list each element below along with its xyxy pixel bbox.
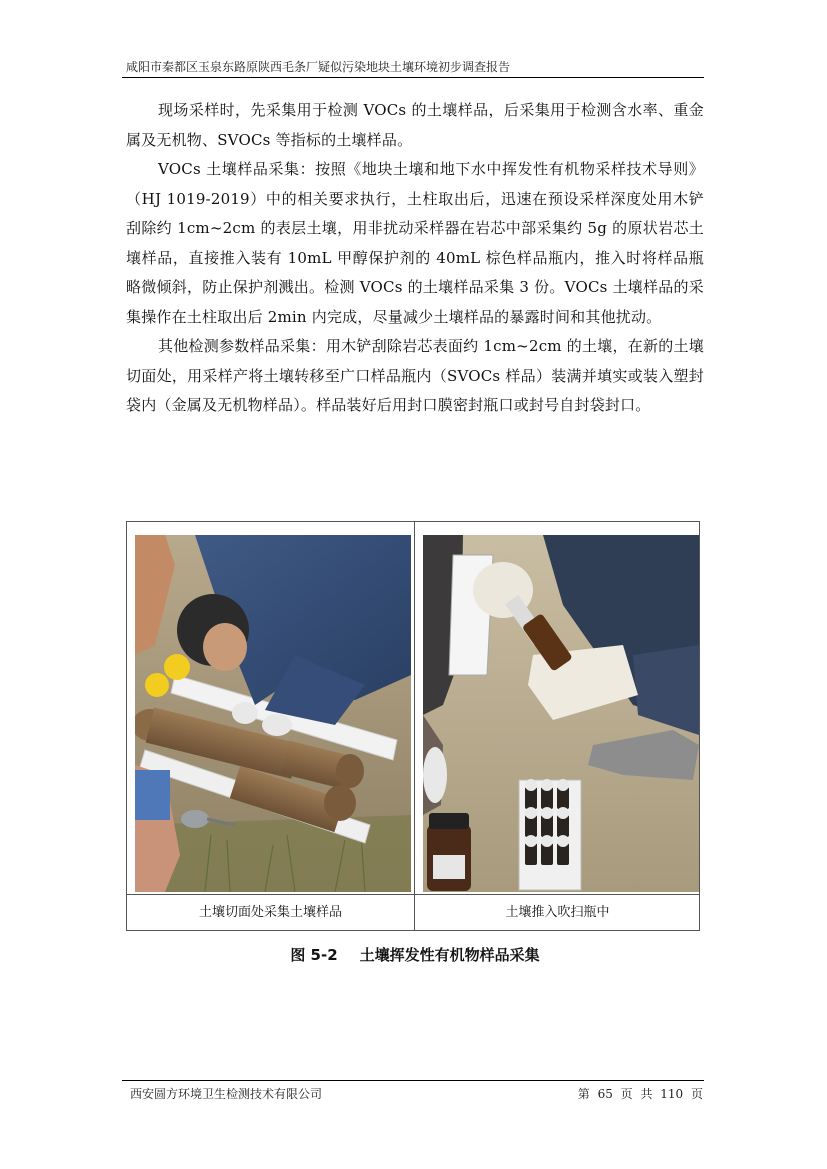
running-header: 咸阳市秦都区玉泉东路原陕西毛条厂疑似污染地块土壤环境初步调查报告 <box>126 60 511 74</box>
photo-soil-core-sampling <box>135 535 411 892</box>
paragraph-intro: 现场采样时，先采集用于检测 VOCs 的土壤样品，后采集用于检测含水率、重金属及无机物、SVOCs 等指标的土壤样品。 <box>126 101 704 149</box>
footer-company: 西安圆方环境卫生检测技术有限公司 <box>130 1087 323 1101</box>
photo-soil-into-purge-vial <box>423 535 699 892</box>
paragraph-vocs-sampling: VOCs 土壤样品采集：按照《地块土壤和地下水中挥发性有机物采样技术导则》（HJ 1019-2019）中的相关要求执行，土柱取出后，迅速在预设采样深度处用木铲刮除约 1cm~2cm 的表层土壤，用非扰动采样器在岩芯中部采集约 5g 的原状岩芯土壤样品，直接推入装有 10mL 甲醇保护剂的 40mL 棕色样品瓶内，推入时将样品瓶略微倾斜，防止保护剂溅出。检测 VOCs 的土壤样品采集 3 份。VOCs 土壤样品的采集操作在土柱取出后 2min 内完成，尽量减少土壤样品的暴露时间和其他扰动。 <box>126 160 704 326</box>
paragraph-other-sampling: 其他检测参数样品采集：用木铲刮除岩芯表面约 1cm~2cm 的土壤，在新的土壤切面处，用采样产将土壤转移至广口样品瓶内（SVOCs 样品）装满并填实或装入塑封袋内（金属及无机物样品）。样品装好后用封口膜密封瓶口或封号自封袋封口。 <box>126 337 704 414</box>
caption-right: 土壤推入吹扫瓶中 <box>505 905 610 920</box>
table-divider-vertical <box>414 522 415 930</box>
figure-title-text: 土壤挥发性有机物样品采集 <box>359 946 540 964</box>
footer-page-number: 第 65 页 共 110 页 <box>577 1087 703 1101</box>
figure-title <box>126 944 704 965</box>
figure-number: 图 5-2 <box>290 946 338 964</box>
header-rule <box>122 77 704 78</box>
table-divider-horizontal <box>127 894 699 895</box>
figure-table <box>126 521 700 931</box>
footer-rule <box>122 1080 704 1081</box>
body-text <box>126 96 704 421</box>
caption-left: 土壤切面处采集土壤样品 <box>198 905 342 920</box>
